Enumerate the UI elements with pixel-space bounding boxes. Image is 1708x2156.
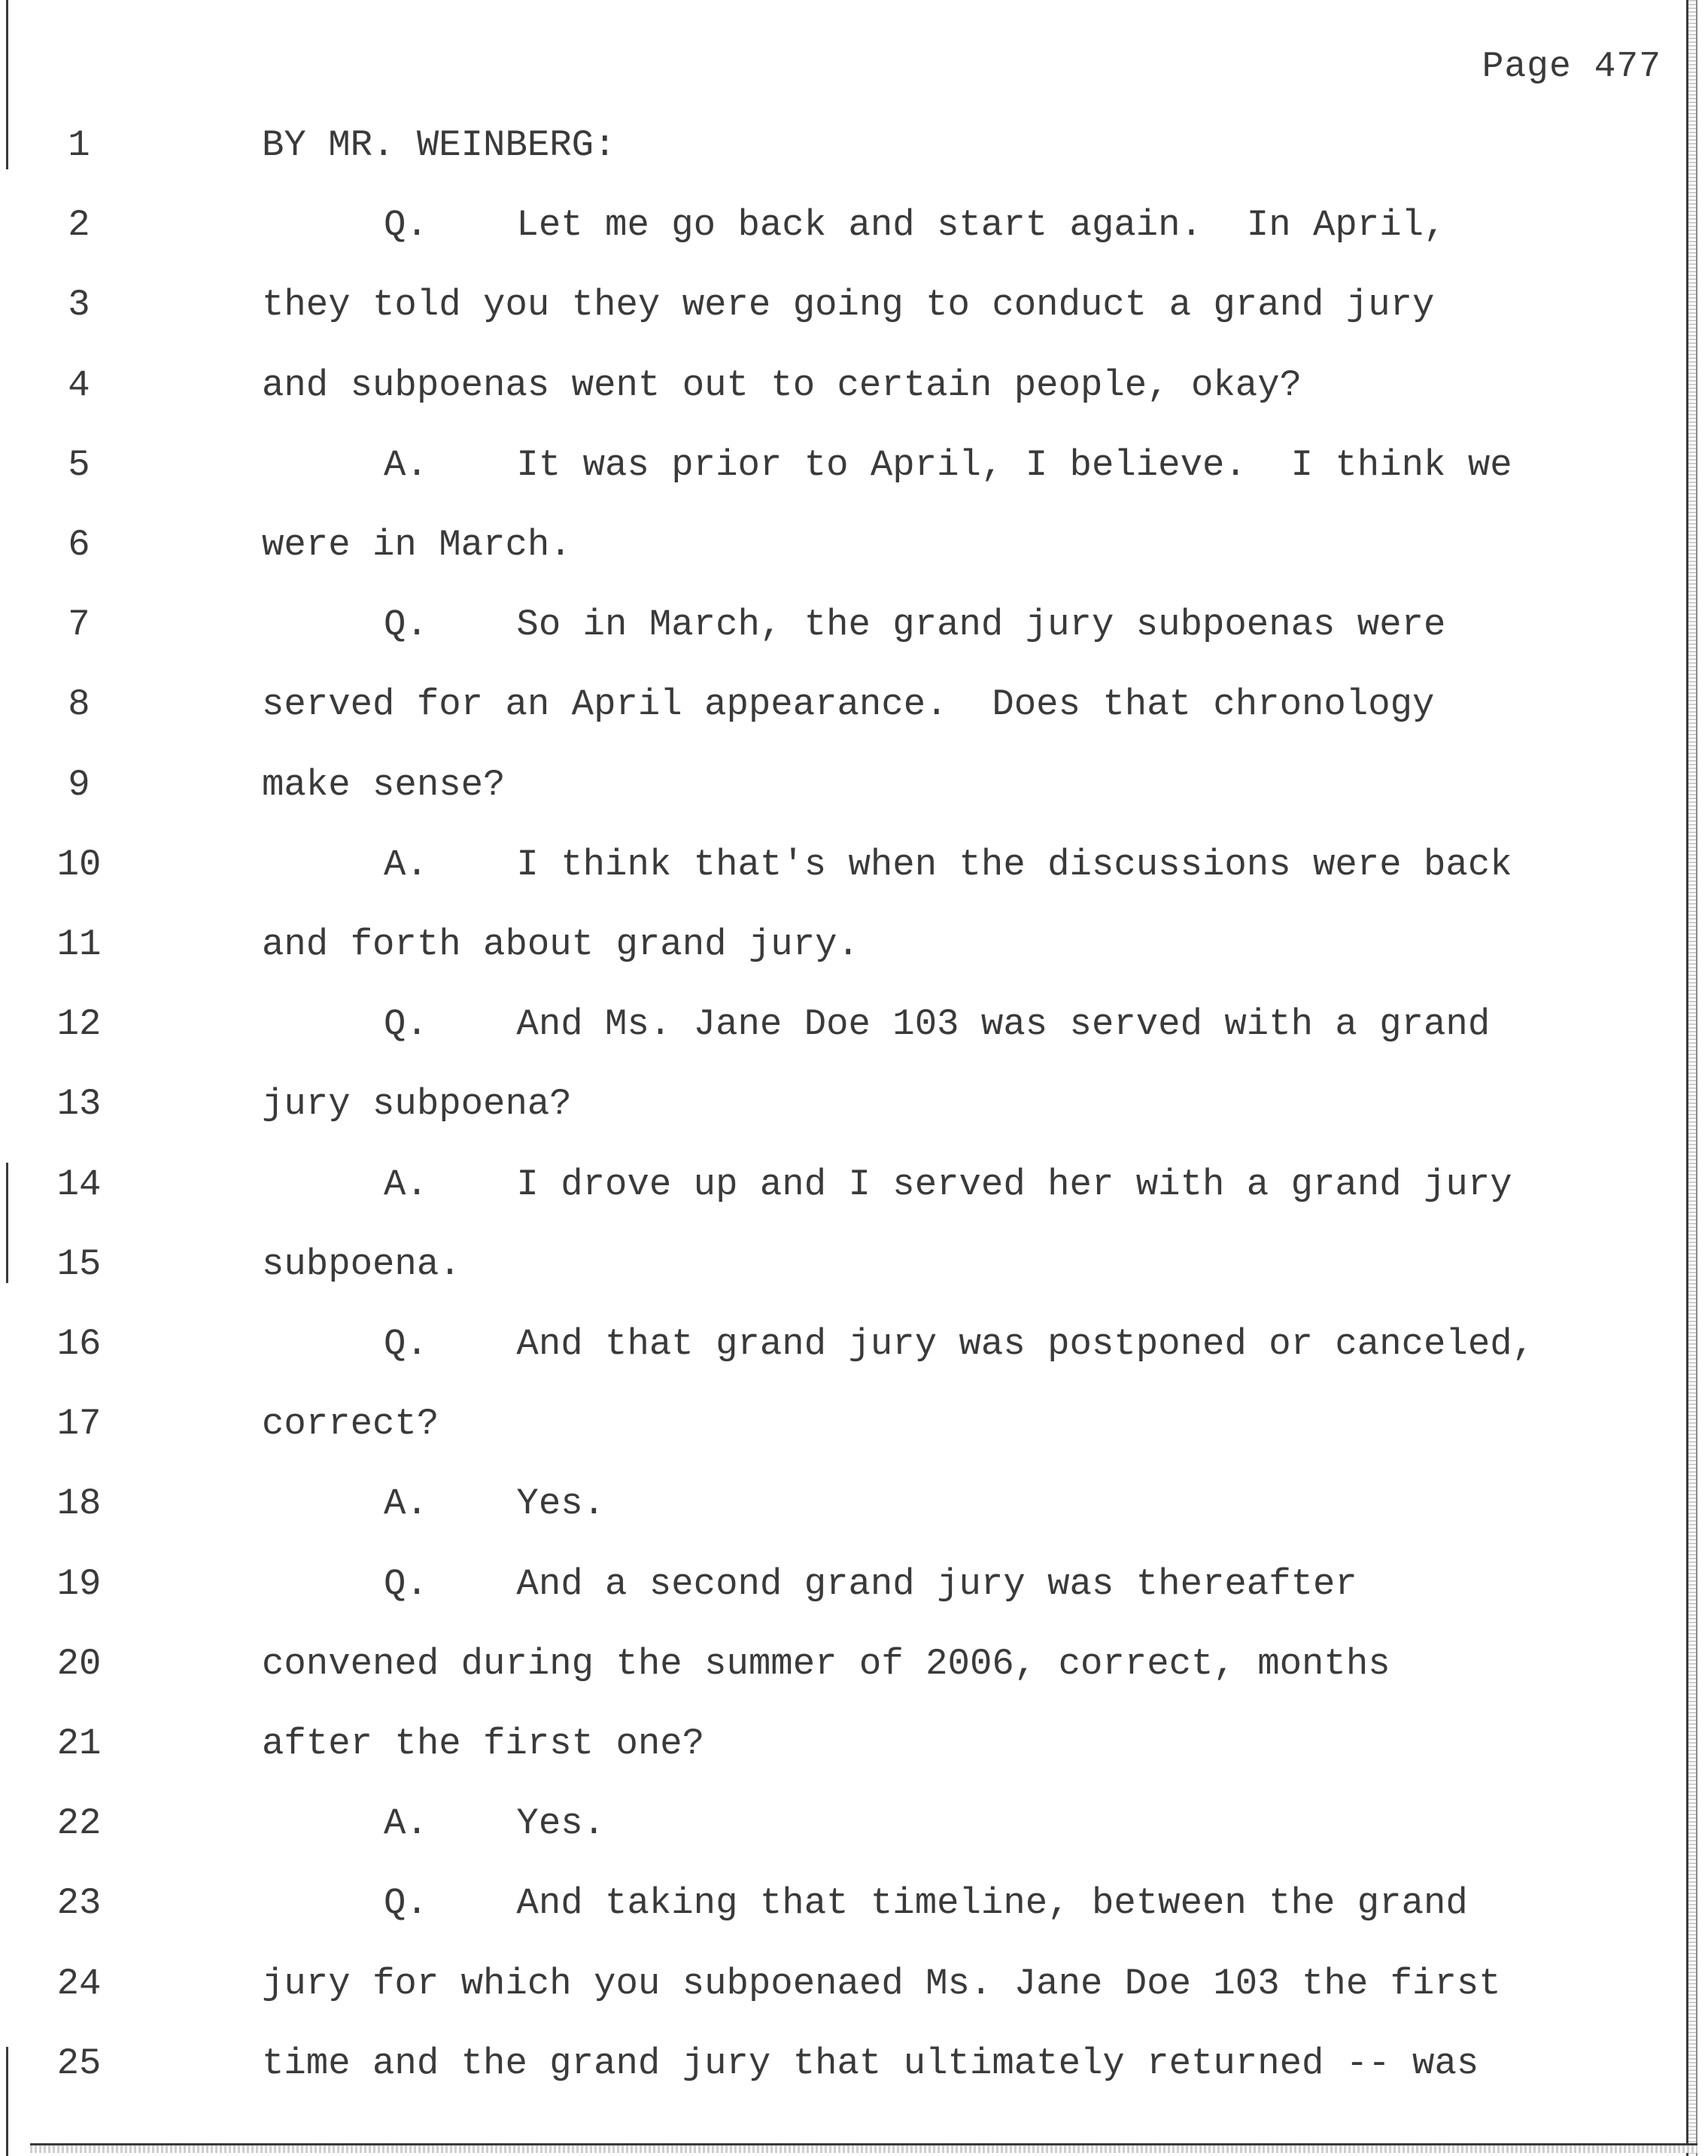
line-text: Q. And Ms. Jane Doe 103 was served with a grand: [384, 1003, 1491, 1046]
transcript-line: [0, 1634, 1678, 1694]
transcript-line: [0, 195, 1678, 255]
line-number: 25: [56, 2042, 102, 2085]
transcript-line: [0, 1714, 1678, 1774]
line-number: 10: [56, 843, 102, 886]
transcript-line: [0, 674, 1678, 734]
line-number: 3: [68, 284, 90, 327]
line-number: 6: [68, 524, 90, 566]
line-text: they told you they were going to conduct a grand jury: [262, 284, 1435, 327]
line-text: and forth about grand jury.: [262, 923, 859, 965]
transcript-line: [0, 1954, 1678, 2014]
line-text: jury subpoena?: [262, 1083, 572, 1126]
line-text: BY MR. WEINBERG:: [262, 124, 616, 166]
transcript-line: [0, 2033, 1678, 2094]
right-page-border: [1686, 0, 1697, 2156]
transcript-line: [0, 835, 1678, 895]
line-number: 17: [56, 1403, 102, 1446]
line-number: 2: [68, 204, 90, 247]
transcript-line: [0, 1394, 1678, 1454]
line-number: 8: [68, 683, 90, 726]
transcript-line: [0, 515, 1678, 575]
line-number: 20: [56, 1642, 102, 1685]
transcript-line: [0, 435, 1678, 495]
line-number: 5: [68, 443, 90, 486]
transcript-line: [0, 1314, 1678, 1374]
line-text: Q. Let me go back and start again. In April,: [384, 204, 1446, 247]
transcript-line: [0, 1473, 1678, 1534]
line-number: 24: [56, 1962, 102, 2005]
line-text: A. I think that's when the discussions were back: [384, 843, 1512, 886]
line-text: Q. And a second grand jury was thereafter: [384, 1562, 1357, 1605]
transcript-line: [0, 1234, 1678, 1294]
line-text: make sense?: [262, 763, 506, 806]
line-number: 19: [56, 1562, 102, 1605]
line-number: 7: [68, 604, 90, 646]
transcript-line: [0, 1873, 1678, 1933]
line-number: 22: [56, 1802, 102, 1845]
line-text: A. Yes.: [384, 1482, 606, 1525]
transcript-line: [0, 1793, 1678, 1853]
line-text: were in March.: [262, 524, 572, 566]
line-number: 15: [56, 1242, 102, 1285]
line-text: A. Yes.: [384, 1802, 606, 1845]
transcript-line: [0, 1074, 1678, 1134]
line-text: subpoena.: [262, 1242, 461, 1285]
line-number: 18: [56, 1482, 102, 1525]
line-number: 9: [68, 763, 90, 806]
transcript-line: [0, 275, 1678, 335]
line-text: convened during the summer of 2006, correct, months: [262, 1642, 1390, 1685]
line-text: after the first one?: [262, 1723, 705, 1765]
transcript-line: [0, 914, 1678, 975]
line-text: and subpoenas went out to certain people, okay?: [262, 363, 1302, 406]
transcript-line: [0, 994, 1678, 1054]
line-text: Q. And taking that timeline, between the grand: [384, 1882, 1468, 1925]
line-number: 16: [56, 1323, 102, 1365]
transcript-line: [0, 594, 1678, 655]
transcript-line: [0, 755, 1678, 815]
page-number: Page 477: [1482, 47, 1661, 87]
transcript-line: [0, 1154, 1678, 1215]
line-number: 23: [56, 1882, 102, 1925]
line-number: 11: [56, 923, 102, 965]
line-text: Q. And that grand jury was postponed or canceled,: [384, 1323, 1535, 1365]
line-text: Q. So in March, the grand jury subpoenas were: [384, 604, 1446, 646]
line-number: 13: [56, 1083, 102, 1126]
line-text: jury for which you subpoenaed Ms. Jane Doe 103 the first: [262, 1962, 1501, 2005]
line-text: time and the grand jury that ultimately returned -- was: [262, 2042, 1479, 2085]
line-number: 1: [68, 124, 90, 166]
transcript-line: [0, 355, 1678, 415]
bottom-page-border: [30, 2143, 1697, 2153]
line-text: A. It was prior to April, I believe. I think we: [384, 443, 1512, 486]
line-number: 12: [56, 1003, 102, 1046]
line-text: correct?: [262, 1403, 439, 1446]
line-text: served for an April appearance. Does that chronology: [262, 683, 1435, 726]
transcript-line: [0, 1554, 1678, 1614]
transcript-line: [0, 115, 1678, 175]
line-number: 14: [56, 1163, 102, 1206]
line-number: 4: [68, 363, 90, 406]
line-number: 21: [56, 1723, 102, 1765]
line-text: A. I drove up and I served her with a grand jury: [384, 1163, 1512, 1206]
